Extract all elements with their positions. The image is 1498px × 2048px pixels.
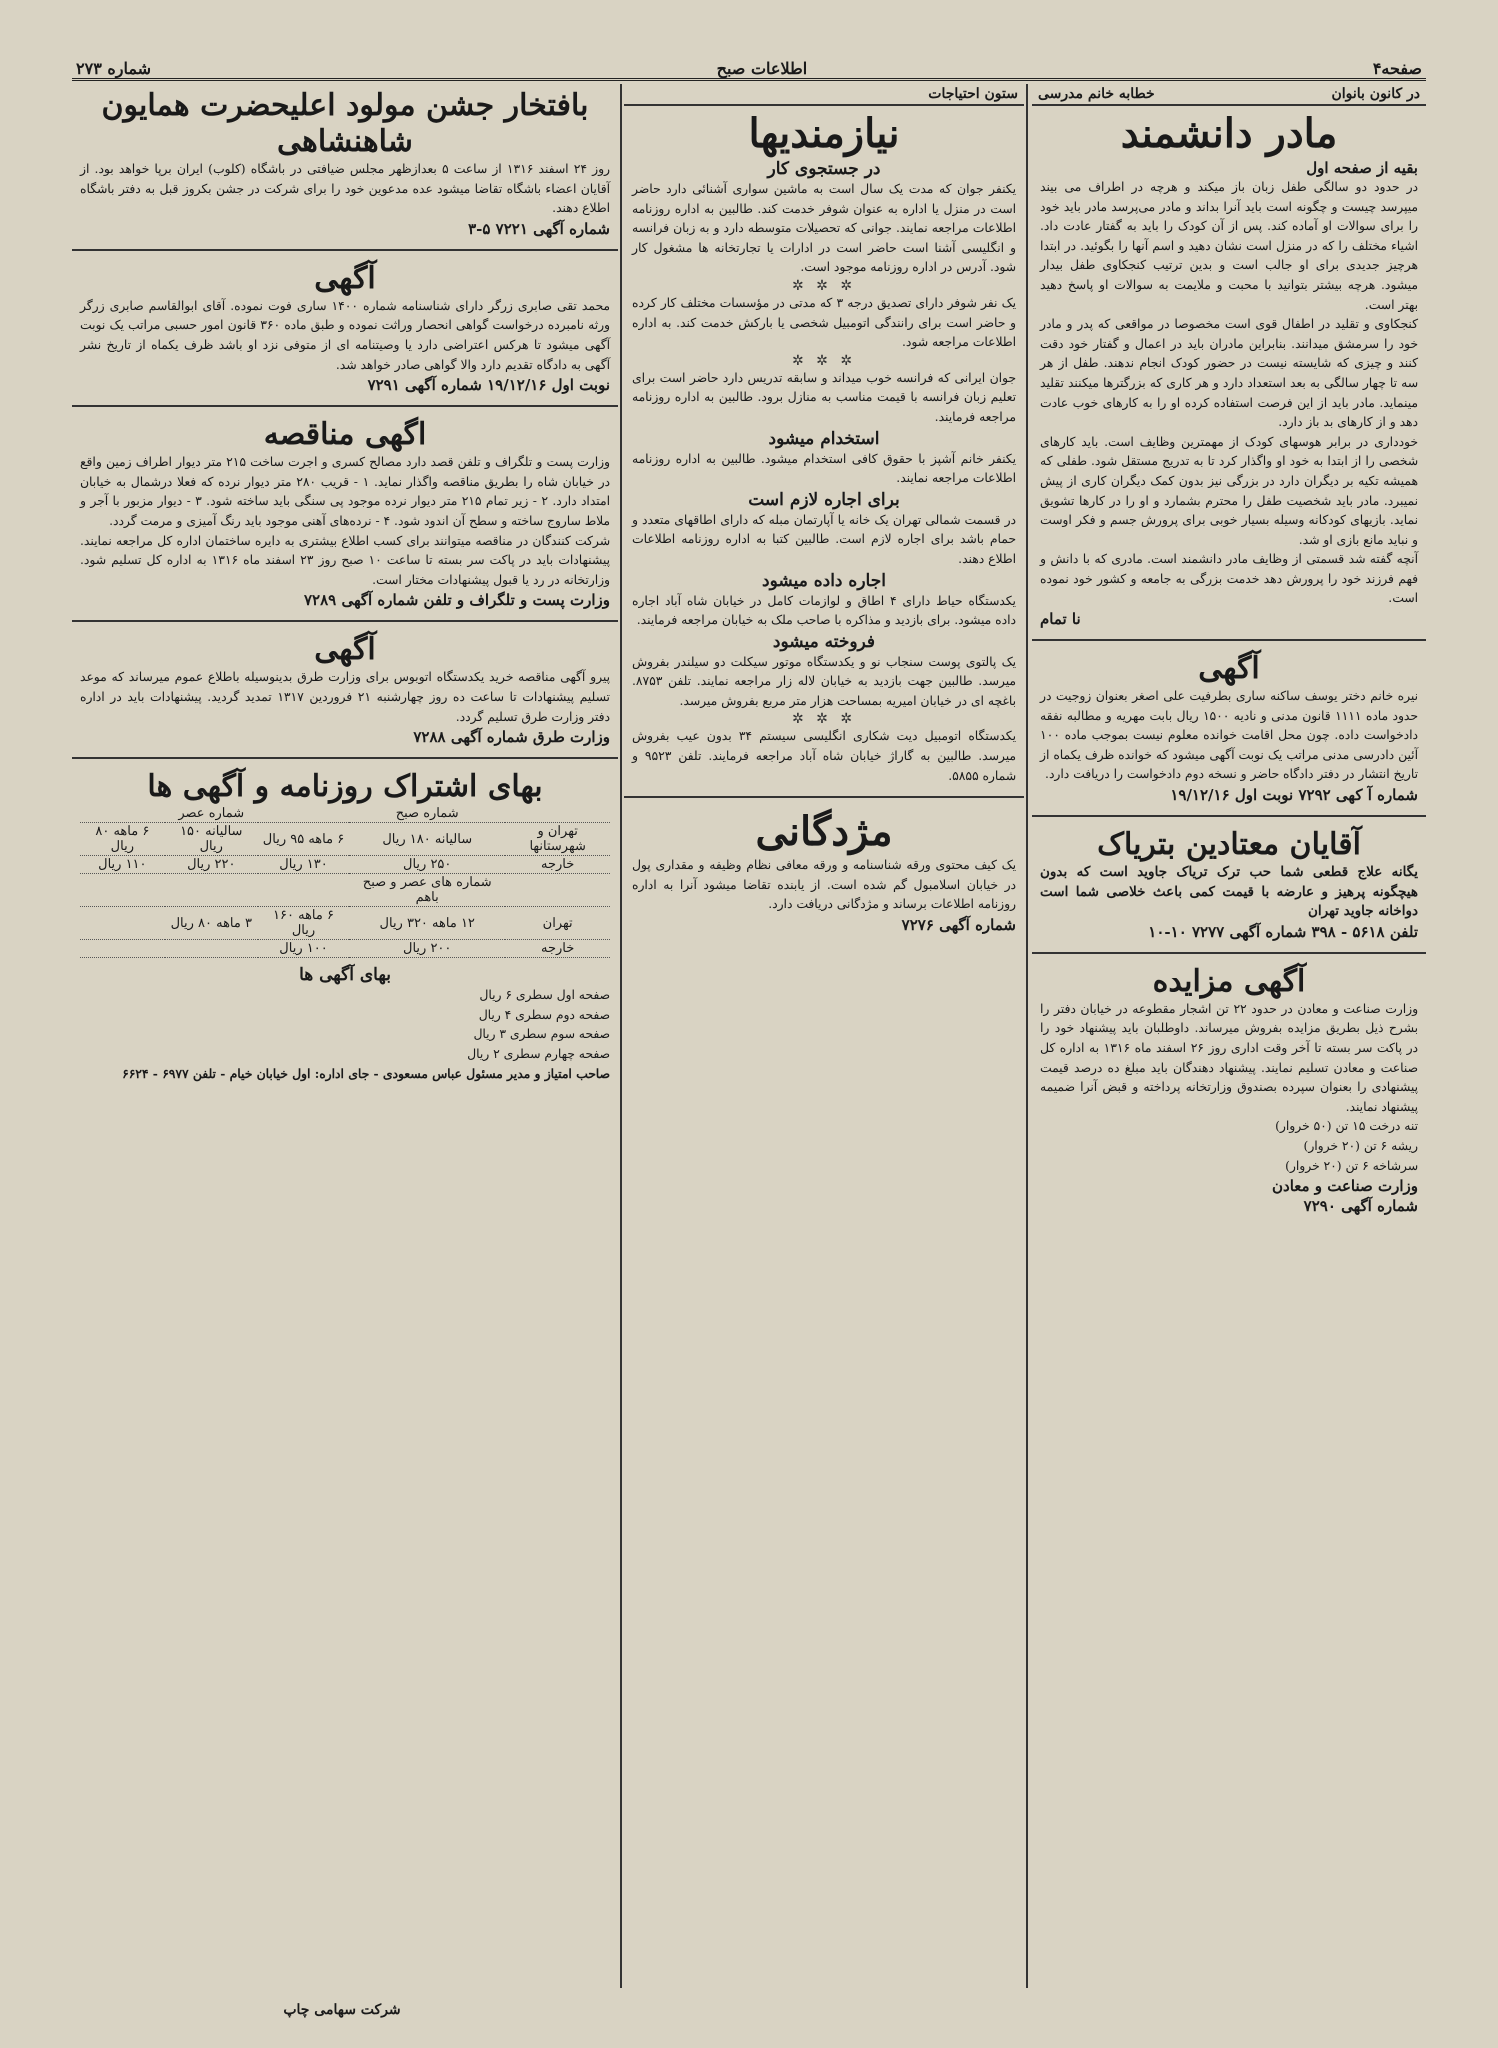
column-kicker — [1032, 84, 1426, 106]
table-row — [80, 874, 610, 907]
table-row — [80, 940, 610, 958]
classified-text: در قسمت شمالی تهران یک خانه یا آپارتمان مبله که دارای اطاقهای متعدد و حمام باشد برای اجاره لازم است. طالبین کتبا به اداره روزنامه اطلاعات اطلاع دهند. — [632, 512, 1016, 566]
table-row — [80, 856, 610, 874]
table-cell — [80, 940, 165, 958]
ad-title: آگهی — [314, 632, 376, 668]
ad-title: مژدگانی — [755, 808, 893, 856]
classified-text: یکدستگاه حیاط دارای ۴ اطاق و لوازمات کامل در خیابان شاه آباد اجاره داده میشود. برای بازدید و مذاکره با صاحب ملک به خیابان مراجعه فرمایند. — [632, 593, 1016, 628]
auction-item: ریشه ۶ تن (۲۰ خروار) — [1303, 1138, 1418, 1153]
column-divider — [1026, 84, 1028, 1988]
article-paragraph: خودداری در برابر هوسهای کودک از مهمترین وظایف است. باید کارهای شخصی را از ابتدا به خود او واگذار کرد تا به تدریج مستقل شود. طفلی که همیشه تکیه بر دیگران دارد در بزرگی نیز بدون کمک دیگران کاری از پیش نمیبرد. مادر باید شخصیت طفل را محترم بشمارد و او را در کارها تشویق نماید. بازیهای کودکانه وسیله بسیار خوبی برای پرورش جسم و فکر اوست و نباید مانع بازی او شد. — [1040, 434, 1418, 547]
ornament-icon: ✲ ✲ ✲ — [791, 352, 857, 369]
table-cell — [80, 805, 165, 823]
ad-rates-title: بهای آگهی ها — [299, 965, 391, 986]
table-cell: ۲۵۰ ریال — [349, 856, 505, 874]
column-right — [1032, 84, 1426, 1988]
classifieds — [624, 106, 1024, 790]
ad-auction — [1032, 960, 1426, 1220]
lecture-label: خطابه خانم مدرسی — [1038, 86, 1155, 102]
ad-body: شرکت کنندگان در مناقصه میتوانند برای کسب اطلاع بیشتری به دایره ساختمان اداره کل مراجعه نمایند. پیشنهادات باید در پاکت سر بسته تا ساعت ۱۰ صبح روز ۲۳ اسفند ماه ۱۳۱۶ به اداره کل تسلیم شود. وزارتخانه در رد یا قبول پیشنهادات مختار است. — [80, 533, 610, 587]
ornament-icon: ✲ ✲ ✲ — [791, 711, 857, 728]
table-cell: سالیانه ۱۵۰ ریال — [165, 823, 258, 856]
auction-item: تنه درخت ۱۵ تن (۵۰ خروار) — [1275, 1119, 1418, 1134]
ad-reference: شماره آگهی ۷۲۷۶ — [901, 916, 1016, 935]
article-paragraph: آنچه گفته شد قسمتی از وظایف مادر دانشمند است. مادری که با دانش و فهم فرزند خود را پرورش دهد خدمت بزرگی به جامعه و کشور خود نموده است. — [1040, 552, 1418, 606]
table-cell: ۳ ماهه ۸۰ ریال — [165, 907, 258, 940]
table-cell — [505, 805, 610, 823]
table-cell: ۱۱۰ ریال — [80, 856, 165, 874]
classified-heading: استخدام میشود — [768, 428, 880, 449]
table-row — [80, 907, 610, 940]
table-row — [80, 823, 610, 856]
table-cell: شماره های عصر و صبح باهم — [349, 874, 505, 907]
column-divider — [620, 84, 622, 1988]
ad-reference: تلفن ۵۶۱۸ - ۳۹۸ شماره آگهی ۷۲۷۷ ۱۰-۱۰ — [1148, 922, 1418, 941]
ad-reference: شماره آ کهی ۷۲۹۲ نوبت اول ۱۹/۱۲/۱۶ — [1170, 786, 1418, 805]
table-cell: سالیانه ۱۸۰ ریال — [349, 823, 505, 856]
ad-body: نیره خانم دختر یوسف ساکنه ساری بطرفیت علی اصغر بعنوان زوجیت در حدود ماده ۱۱۱۱ قانون مدنی و نادیه ۱۵۰۰ ریال بابت مهریه و مطالبه نفقه دادخواست داده. چون محل اقامت خوانده معلوم نیست بموجب ماده ۱۰۰ آئین دادرسی مدنی مراتب یک نوبت آگهی میشود که خوانده ظرف یکماه از تاریخ انتشار در دفتر دادگاه حاضر و نسخه دوم دادخواست را دریافت دارد. — [1040, 689, 1418, 782]
classified-heading: اجاره داده میشود — [762, 570, 886, 591]
table-cell: ۱۲ ماهه ۳۲۰ ریال — [349, 907, 505, 940]
table-cell — [165, 940, 258, 958]
classified-text: یک پالتوی پوست سنجاب نو و یکدستگاه موتور سیکلت دو سیلندر بفروش میرسد. طالبین جهت بازدید به خیابان لاله زار مراجعه نمایند. تلفن ۸۷۵۳. باغچه ای در خیابان امیریه بمساحت هزار متر مربع بفروش میرسد. — [632, 654, 1016, 708]
ornament-icon: ✲ ✲ ✲ — [791, 277, 857, 294]
classified-text: یکنفر خانم آشپز با حقوق کافی استخدام میشود. طالبین به اداره روزنامه اطلاعات مراجعه نمایند. — [632, 451, 1016, 486]
table-cell: ۶ ماهه ۱۶۰ ریال — [258, 907, 349, 940]
table-cell: تهران — [505, 907, 610, 940]
ad-title: آقایان معتادین بتریاک — [1097, 827, 1361, 863]
column-middle — [624, 84, 1024, 1988]
ad-body: وزارت پست و تلگراف و تلفن قصد دارد مصالح کسری و اجرت ساخت ۲۱۵ متر دیوار اطراف زمین واقع در خیابان شاه را بطریق مناقصه واگذار نماید. ۱ - قریب ۲۸۰ متر دیوار نرده که فعلا درشمال به خیابان امتداد دارد. ۲ - زیر تمام ۲۱۵ متر دیوار نرده موجود پی سنگی باید ساخته شود. ۳ - دیوار مزبور با آجر و ملاط ساروج ساخته و سطح آن اندود شود. ۴ - نرده‌های آهنی موجود باید رنگ آمیزی و مرمت گردد. — [80, 455, 611, 528]
ad-body: روز ۲۴ اسفند ۱۳۱۶ از ساعت ۵ بعدازظهر مجلس ضیافتی در باشگاه (کلوب) ایران برپا خواهد بود. از آقایان اعضاء باشگاه تقاضا میشود عده مدعوین خود را برای شرکت در جشن بکروز قبل به دفتر باشگاه اطلاع دهند. — [80, 162, 610, 216]
ad-body: یگانه علاج قطعی شما حب ترک تریاک جاوید است که بدون هیچگونه پرهیز و عارضه با قیمت کمی باعث خلاصی شما است دواخانه جاوید تهران — [1040, 864, 1418, 920]
ad-reference: شماره آگهی ۷۲۹۰ — [1303, 1197, 1418, 1216]
article-to-be-continued: نا تمام — [1040, 610, 1081, 629]
ad-body: پیرو آگهی مناقصه خرید یکدستگاه اتوبوس برای وزارت طرق بدینوسیله باطلاع عموم میرساند که موعد تسلیم پیشنهادات تا ساعت ده روز چهارشنبه ۲۱ فروردین ۱۳۱۷ تمدید گردید. پیشنهادات باید در اداره دفتر وزارت طرق تسلیم گردد. — [80, 670, 610, 724]
ad-signature: وزارت صناعت و معادن — [1272, 1177, 1418, 1196]
table-cell: خارجه — [505, 856, 610, 874]
classified-text: یک نفر شوفر دارای تصدیق درجه ۳ که مدتی در مؤسسات مختلف کار کرده و حاضر است برای رانندگی اتومبیل شخصی یا بارکش خدمت کند. به اداره اطلاعات مراجعه شود. — [632, 295, 1016, 350]
table-cell: ۲۰۰ ریال — [349, 940, 505, 958]
article-paragraph: در حدود دو سالگی طفل زبان باز میکند و هرچه در اطراف می بیند میپرسد چیست و چگونه است باید آنرا بداند و مادر می‌پرسد مادر باید خود را برای سوالات او آماده کند. پس از آن کودک را باید به گفتار عادت داد. اشیاء مختلف را که در منزل است نشان دهید و اسم آنها را بگوئید. در ابتدا هرچیز جدیدی برای او جالب است و بدین ترتیب کنجکاوی طفل بیدار میشود. هرچه بیشتر بتوانید با محبت و ملایمت به سوالات او پاسخ دهید بهتر است. — [1040, 180, 1418, 312]
classifieds-title: نیازمندیها — [748, 110, 900, 157]
ad-reference: شماره آگهی ۷۲۲۱ ۵-۳ — [468, 219, 610, 238]
ad-opium — [1032, 823, 1426, 946]
ad-title: آگهی — [1198, 651, 1260, 687]
classified-text: جوان ایرانی که فرانسه خوب میداند و سابقه تدریس دارد حاضر است برای تعلیم زبان فرانسه با قیمت مناسب به منازل برود. طالبین به اداره روزنامه مراجعه فرمایند. — [632, 370, 1016, 424]
table-cell: شماره صبح — [349, 805, 505, 823]
page-number: صفحه۴ — [1372, 59, 1422, 78]
table-cell — [258, 805, 349, 823]
table-cell — [80, 907, 165, 940]
ad-title: آگهی — [314, 260, 376, 296]
ad-reference: وزارت طرق شماره آگهی ۷۲۸۸ — [413, 728, 610, 747]
newspaper-name: اطلاعات صبح — [716, 59, 808, 78]
classified-heading: در جستجوی کار — [767, 159, 881, 179]
article-continuation: بقیه از صفحه اول — [1306, 159, 1418, 177]
table-cell: ۶ ماهه ۹۵ ریال — [258, 823, 349, 856]
table-row — [80, 805, 610, 823]
article-title: مادر دانشمند — [1120, 110, 1338, 157]
table-cell: ۱۳۰ ریال — [258, 856, 349, 874]
classified-text: یکنفر جوان که مدت یک سال است به ماشین سواری آشنائی دارد حاضر است در منزل یا اداره به عنوان شوفر خدمت کند. طالبین به اداره روزنامه اطلاعات مراجعه نمایند. جوانی که تحصیلات متوسطه دارد و به زبان فرانسه و انگلیسی آشنا است حاضر است در ادارات یا تجارتخانه ها مشغول کار شود. آدرس در اداره روزنامه موجود است. — [632, 182, 1016, 275]
ad-notice-marriage — [1032, 647, 1426, 809]
table-cell — [165, 874, 258, 907]
classified-heading: برای اجاره لازم است — [748, 489, 900, 510]
ad-body: یک کیف محتوی ورقه شناسنامه و ورقه معافی نظام وظیفه و مقداری پول در خیابان اسلامبول گم شده است. از یابنده تقاضا میشود آنرا به اداره روزنامه اطلاعات برساند و مژدگانی دریافت دارد. — [632, 858, 1016, 912]
table-cell: ۶ ماهه ۸۰ ریال — [80, 823, 165, 856]
rates-table — [80, 805, 610, 958]
ad-tender — [72, 413, 618, 614]
ad-bus-tender — [72, 628, 618, 751]
section-label: ستون احتیاجات — [928, 86, 1018, 102]
page-header — [72, 52, 1426, 81]
ad-inheritance — [72, 257, 618, 399]
table-cell — [505, 874, 610, 907]
classified-heading: فروخته میشود — [772, 631, 876, 652]
table-cell: خارجه — [505, 940, 610, 958]
ad-title: بافتخار جشن مولود اعلیحضرت همایون شاهنشاهی — [101, 88, 589, 159]
ad-rate-line: صفحه چهارم سطری ۲ ریال — [467, 1046, 610, 1061]
ad-body: محمد تقی صابری زرگر دارای شناسنامه شماره ۱۴۰۰ ساری فوت نموده. آقای ابوالقاسم صابری زرگر ورثه نامبرده درخواست گواهی انحصار وراثت نموده و طبق ماده ۳۶۰ قانون امور حسبی مراتب یک نوبت آگهی میشود تا هرکس اعتراضی دارد یا وصیتنامه ای از متوفی نزد او باشد ظرف یکماه از تاریخ نشر آگهی به دادگاه تقدیم دارد والا گواهی صادر خواهد شد. — [80, 298, 610, 372]
ad-title: آگهی مزایده — [1152, 963, 1306, 999]
ad-rate-line: صفحه سوم سطری ۳ ریال — [473, 1027, 610, 1042]
issue-number: شماره ۲۷۳ — [76, 59, 151, 78]
ad-rate-line: صفحه اول سطری ۶ ریال — [479, 988, 610, 1003]
ad-rate-line: صفحه دوم سطری ۴ ریال — [478, 1007, 610, 1022]
article-mother — [1032, 106, 1426, 633]
table-cell: تهران و شهرستانها — [505, 823, 610, 856]
table-cell: ۲۲۰ ریال — [165, 856, 258, 874]
ad-title: اگهی مناقصه — [263, 417, 427, 453]
column-kicker — [624, 84, 1024, 106]
table-cell — [80, 874, 165, 907]
auction-item: سرشاخه ۶ تن (۲۰ خروار) — [1285, 1158, 1418, 1173]
ad-reference: وزارت پست و تلگراف و تلفن شماره آگهی ۷۲۸۹ — [303, 591, 610, 610]
classified-text: یکدستگاه اتومبیل دیت شکاری انگلیسی سیستم ۳۴ بدون عیب بفروش میرسد. طالبین به گاراژ خیابان شاه آباد مراجعه فرمایند. تلفن ۹۵۲۳ و شماره ۵۸۵۵. — [632, 729, 1017, 783]
ad-reward — [624, 804, 1024, 939]
rates-title: بهای اشتراک روزنامه و آگهی ها — [147, 769, 543, 805]
article-paragraph: کنجکاوی و تقلید در اطفال قوی است مخصوصا در مواقعی که پدر و مادر خود را سرمشق میدانند. بنابراین مادران باید در اعمال و گفتار خود دقت کنند و چیزی که شایسته نیست در حضور کودک انجام ندهند. طفل از هر سه تا چهار سالگی به بعد استعداد دارد و هر کاری که بزرگترها میکنند تقلید مینماید. مادر باید از این فرصت استفاده کرده او را به کارهای خوب عادت دهد و از کارهای بد باز دارد. — [1040, 317, 1418, 430]
subscription-rates — [72, 765, 618, 1088]
publisher-info: صاحب امتیاز و مدیر مسئول عباس مسعودی - جای اداره: اول خیابان خیام - تلفن ۶۹۷۷ - ۶۶۲۴ — [122, 1066, 610, 1082]
column-left — [72, 84, 618, 1988]
ad-body: وزارت صناعت و معادن در حدود ۲۲ تن اشجار مقطوعه در خیابان دفتر را بشرح ذیل بطریق مزایده بفروش میرساند. داوطلبان باید پیشنهاد خود را در پاکت سر بسته تا آخر وقت اداری روز ۲۶ اسفند ماه ۱۳۱۶ به اداره کل صناعت و معادن تسلیم نمایند. پیشنهاد دهندگان باید مبلغ ده درصد قیمت پیشنهادی را بعنوان سپرده بصندوق وزارتخانه پرداخته و قبض آنرا ضمیمه پیشنهاد نمایند. — [1040, 1001, 1419, 1114]
printer-footer: شرکت سهامی چاپ — [283, 2002, 401, 2018]
ad-celebration — [72, 84, 618, 243]
table-cell: ۱۰۰ ریال — [258, 940, 349, 958]
table-cell: شماره عصر — [165, 805, 258, 823]
table-cell — [258, 874, 349, 907]
ad-reference: نوبت اول ۱۹/۱۲/۱۶ شماره آگهی ۷۲۹۱ — [367, 376, 610, 395]
section-label: در کانون بانوان — [1331, 86, 1420, 102]
